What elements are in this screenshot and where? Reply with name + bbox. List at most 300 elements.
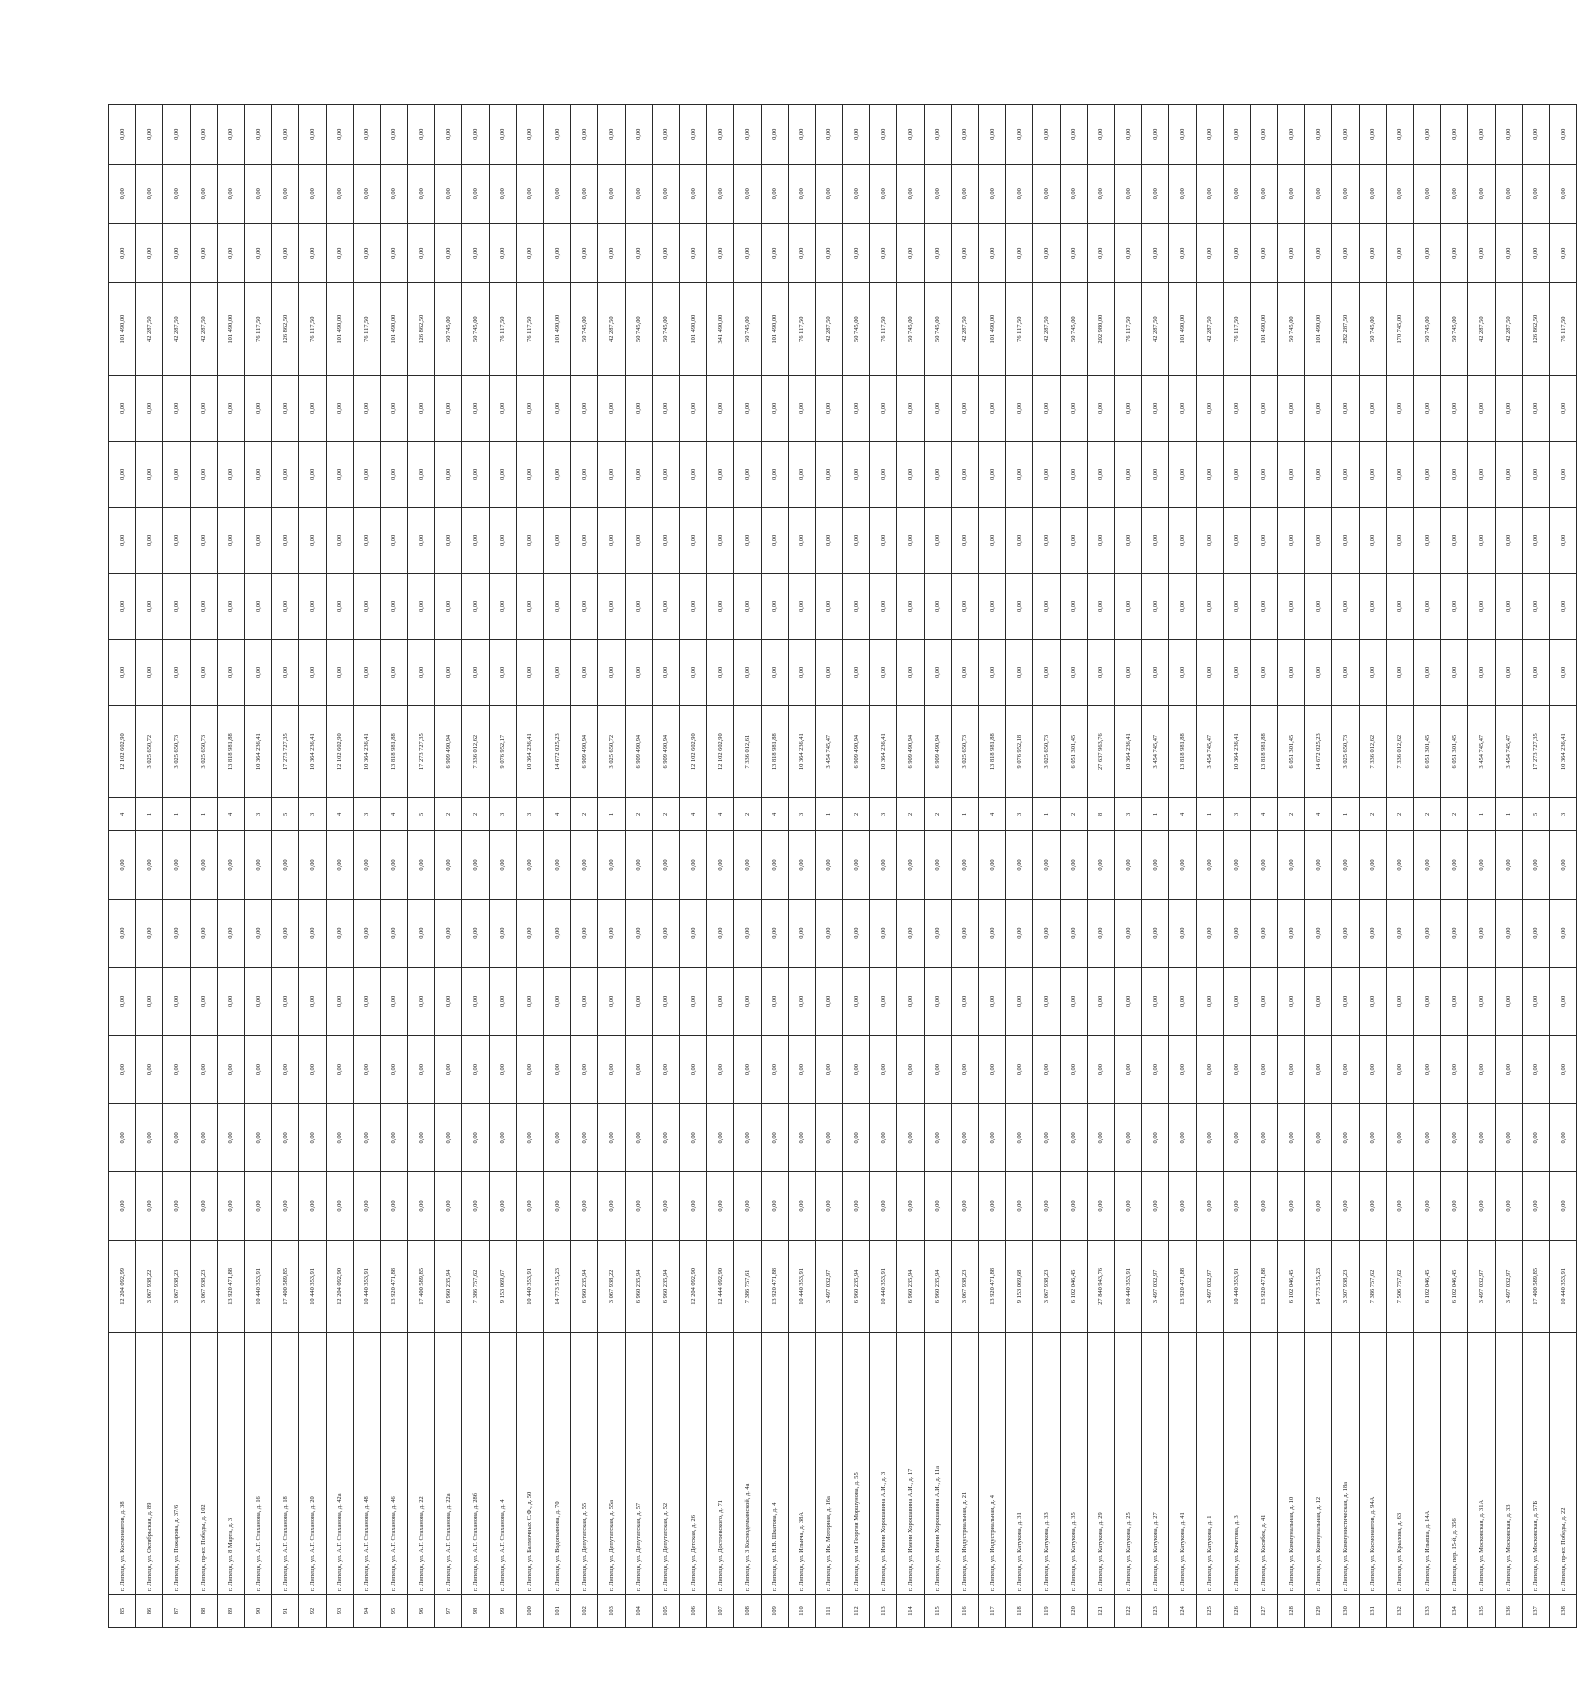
value-cell: 0,00 (1060, 507, 1087, 573)
value-cell: 0,00 (734, 1172, 761, 1240)
value-cell: 0,00 (707, 224, 734, 283)
table-row (136, 105, 163, 1628)
value-cell: 0,00 (598, 224, 625, 283)
value-cell: 3 025 650,73 (1332, 705, 1359, 797)
value-cell: 0,00 (1332, 441, 1359, 507)
value-cell: 0,00 (815, 573, 842, 639)
row-number: 95 (380, 1595, 407, 1628)
value-cell: 0,00 (761, 441, 788, 507)
value-cell: 3 025 650,73 (1033, 705, 1060, 797)
value-cell: 0,00 (1087, 1104, 1114, 1172)
value-cell: 0,00 (1468, 967, 1495, 1035)
value-cell: 0,00 (299, 375, 326, 441)
value-cell: 0,00 (870, 1104, 897, 1172)
table-row (1196, 105, 1223, 1628)
value-cell: 0,00 (843, 224, 870, 283)
table-row (571, 105, 598, 1628)
value-cell: 0,00 (408, 105, 435, 165)
value-cell: 0,00 (897, 105, 924, 165)
value-cell: 0,00 (462, 967, 489, 1035)
row-number: 86 (136, 1595, 163, 1628)
value-cell: 0,00 (1250, 639, 1277, 705)
value-cell: 9 076 952,17 (489, 705, 516, 797)
value-cell: 0,00 (1142, 1172, 1169, 1240)
value-cell: 0,00 (435, 1172, 462, 1240)
value-cell: 0,00 (761, 105, 788, 165)
address-cell: г. Липецк, ул. А.Г. Стаханова, д. 16 (244, 1333, 271, 1595)
value-cell: 0,00 (1250, 573, 1277, 639)
value-cell: 0,00 (679, 639, 706, 705)
value-cell: 0,00 (408, 639, 435, 705)
value-cell: 0,00 (734, 1104, 761, 1172)
value-cell: 101 490,00 (979, 283, 1006, 375)
value-cell: 0,00 (707, 831, 734, 899)
value-cell: 0,00 (924, 639, 951, 705)
value-cell: 0,00 (1060, 1104, 1087, 1172)
value-cell: 0,00 (1386, 164, 1413, 223)
value-cell: 0,00 (1386, 507, 1413, 573)
total-cost-cell: 6 960 235,94 (897, 1240, 924, 1332)
value-cell: 0,00 (1549, 899, 1576, 967)
value-cell: 0,00 (571, 164, 598, 223)
total-cost-cell: 12 204 092,99 (109, 1240, 136, 1332)
value-cell: 0,00 (1169, 164, 1196, 223)
value-cell: 50 745,00 (435, 283, 462, 375)
value-cell: 0,00 (707, 105, 734, 165)
value-cell: 0,00 (380, 1036, 407, 1104)
value-cell: 0,00 (1305, 899, 1332, 967)
value-cell: 42 287,50 (163, 283, 190, 375)
value-cell: 0,00 (924, 1172, 951, 1240)
value-cell: 0,00 (924, 105, 951, 165)
value-cell: 0,00 (353, 967, 380, 1035)
total-cost-cell: 13 920 471,88 (979, 1240, 1006, 1332)
value-cell: 0,00 (1414, 105, 1441, 165)
value-cell: 0,00 (1223, 573, 1250, 639)
value-cell: 0,00 (1087, 1036, 1114, 1104)
value-cell: 0,00 (353, 105, 380, 165)
value-cell: 0,00 (951, 507, 978, 573)
value-cell: 0,00 (815, 639, 842, 705)
value-cell: 0,00 (272, 441, 299, 507)
address-cell: г. Липецк, ул. Депутатская, д. 55а (598, 1333, 625, 1595)
value-cell: 0,00 (843, 507, 870, 573)
row-number: 120 (1060, 1595, 1087, 1628)
address-cell: г. Липецк, ул. Московская, д. 31А (1468, 1333, 1495, 1595)
value-cell: 2 (924, 798, 951, 831)
value-cell: 0,00 (1087, 441, 1114, 507)
table-row (1223, 105, 1250, 1628)
value-cell: 0,00 (244, 507, 271, 573)
value-cell: 0,00 (1386, 224, 1413, 283)
value-cell: 0,00 (1006, 573, 1033, 639)
value-cell: 0,00 (870, 105, 897, 165)
value-cell: 42 287,50 (815, 283, 842, 375)
value-cell: 0,00 (598, 164, 625, 223)
value-cell: 0,00 (1250, 1104, 1277, 1172)
value-cell: 0,00 (136, 375, 163, 441)
value-cell: 0,00 (109, 164, 136, 223)
value-cell: 0,00 (244, 441, 271, 507)
value-cell: 0,00 (761, 375, 788, 441)
value-cell: 0,00 (761, 831, 788, 899)
table-row (1250, 105, 1277, 1628)
value-cell: 0,00 (652, 899, 679, 967)
value-cell: 0,00 (1114, 375, 1141, 441)
value-cell: 0,00 (1278, 105, 1305, 165)
value-cell: 0,00 (1414, 441, 1441, 507)
value-cell: 0,00 (1087, 507, 1114, 573)
value-cell: 4 (544, 798, 571, 831)
value-cell: 0,00 (1142, 899, 1169, 967)
value-cell: 0,00 (870, 831, 897, 899)
value-cell: 0,00 (1305, 573, 1332, 639)
value-cell: 50 745,00 (1359, 283, 1386, 375)
value-cell: 0,00 (544, 639, 571, 705)
table-row (1060, 105, 1087, 1628)
value-cell: 2 (462, 798, 489, 831)
value-cell: 0,00 (815, 1172, 842, 1240)
value-cell: 0,00 (353, 375, 380, 441)
value-cell: 0,00 (244, 639, 271, 705)
value-cell: 0,00 (1033, 507, 1060, 573)
value-cell: 0,00 (625, 105, 652, 165)
value-cell: 0,00 (326, 507, 353, 573)
value-cell: 0,00 (679, 224, 706, 283)
value-cell: 0,00 (598, 573, 625, 639)
address-cell: г. Липецк, ул. Депутатская, д. 52 (652, 1333, 679, 1595)
value-cell: 10 364 236,41 (870, 705, 897, 797)
value-cell: 0,00 (571, 831, 598, 899)
value-cell: 0,00 (380, 899, 407, 967)
value-cell: 0,00 (652, 507, 679, 573)
value-cell: 0,00 (1169, 224, 1196, 283)
value-cell: 0,00 (734, 831, 761, 899)
table-row (244, 105, 271, 1628)
value-cell: 0,00 (299, 1172, 326, 1240)
value-cell: 76 117,50 (299, 283, 326, 375)
value-cell: 0,00 (217, 1172, 244, 1240)
value-cell: 0,00 (190, 639, 217, 705)
value-cell: 0,00 (299, 224, 326, 283)
row-number: 136 (1495, 1595, 1522, 1628)
value-cell: 0,00 (380, 224, 407, 283)
row-number: 116 (951, 1595, 978, 1628)
row-number: 135 (1468, 1595, 1495, 1628)
value-cell: 10 364 236,41 (299, 705, 326, 797)
value-cell: 0,00 (109, 105, 136, 165)
value-cell: 0,00 (598, 1036, 625, 1104)
value-cell: 0,00 (326, 441, 353, 507)
value-cell: 13 818 981,88 (1169, 705, 1196, 797)
value-cell: 0,00 (190, 967, 217, 1035)
value-cell: 0,00 (625, 224, 652, 283)
total-cost-cell: 3 497 032,97 (815, 1240, 842, 1332)
value-cell: 0,00 (1278, 1104, 1305, 1172)
value-cell: 42 287,50 (190, 283, 217, 375)
value-cell: 0,00 (244, 967, 271, 1035)
value-cell: 0,00 (679, 1104, 706, 1172)
value-cell: 0,00 (190, 1172, 217, 1240)
value-cell: 0,00 (1142, 573, 1169, 639)
row-number: 91 (272, 1595, 299, 1628)
row-number: 107 (707, 1595, 734, 1628)
value-cell: 0,00 (435, 224, 462, 283)
value-cell: 0,00 (217, 441, 244, 507)
address-cell: г. Липецк, ул. Достоевского, д. 71 (707, 1333, 734, 1595)
value-cell: 0,00 (1223, 639, 1250, 705)
value-cell: 0,00 (652, 967, 679, 1035)
row-number: 131 (1359, 1595, 1386, 1628)
value-cell: 0,00 (1278, 224, 1305, 283)
value-cell: 7 336 012,62 (1359, 705, 1386, 797)
value-cell: 101 490,00 (380, 283, 407, 375)
value-cell: 3 (489, 798, 516, 831)
value-cell: 0,00 (1332, 899, 1359, 967)
value-cell: 0,00 (734, 639, 761, 705)
value-cell: 0,00 (272, 1172, 299, 1240)
value-cell: 0,00 (761, 899, 788, 967)
value-cell: 0,00 (652, 375, 679, 441)
address-cell: г. Липецк, пр-кт. Победы, д. 22 (1549, 1333, 1576, 1595)
value-cell: 0,00 (707, 441, 734, 507)
total-cost-cell: 13 920 471,88 (761, 1240, 788, 1332)
value-cell: 0,00 (761, 1172, 788, 1240)
value-cell: 0,00 (408, 224, 435, 283)
value-cell: 0,00 (516, 507, 543, 573)
value-cell: 0,00 (190, 224, 217, 283)
value-cell: 101 490,00 (217, 283, 244, 375)
table-row (1033, 105, 1060, 1628)
value-cell: 0,00 (244, 573, 271, 639)
value-cell: 0,00 (571, 105, 598, 165)
value-cell: 0,00 (1468, 375, 1495, 441)
value-cell: 0,00 (1033, 1036, 1060, 1104)
row-number: 130 (1332, 1595, 1359, 1628)
total-cost-cell: 17 400 589,85 (1522, 1240, 1549, 1332)
value-cell: 10 364 236,41 (244, 705, 271, 797)
table-row (1522, 105, 1549, 1628)
total-cost-cell: 3 497 032,97 (1142, 1240, 1169, 1332)
row-number: 109 (761, 1595, 788, 1628)
value-cell: 42 287,50 (598, 283, 625, 375)
value-cell: 3 025 650,73 (190, 705, 217, 797)
value-cell: 0,00 (979, 375, 1006, 441)
value-cell: 42 287,50 (1033, 283, 1060, 375)
value-cell: 0,00 (1332, 639, 1359, 705)
value-cell: 0,00 (1549, 831, 1576, 899)
value-cell: 0,00 (1114, 831, 1141, 899)
value-cell: 0,00 (1060, 441, 1087, 507)
value-cell: 0,00 (1278, 1172, 1305, 1240)
value-cell: 0,00 (544, 375, 571, 441)
value-cell: 0,00 (1196, 1104, 1223, 1172)
row-number: 102 (571, 1595, 598, 1628)
value-cell: 0,00 (109, 507, 136, 573)
value-cell: 0,00 (435, 639, 462, 705)
table-row (1549, 105, 1576, 1628)
value-cell: 0,00 (1549, 441, 1576, 507)
value-cell: 0,00 (1114, 441, 1141, 507)
value-cell: 0,00 (244, 224, 271, 283)
value-cell: 0,00 (272, 375, 299, 441)
value-cell: 0,00 (1468, 1036, 1495, 1104)
value-cell: 0,00 (1142, 507, 1169, 573)
value-cell: 0,00 (163, 1036, 190, 1104)
value-cell: 0,00 (598, 441, 625, 507)
value-cell: 0,00 (1549, 375, 1576, 441)
value-cell: 0,00 (1386, 1036, 1413, 1104)
value-cell: 0,00 (1332, 1172, 1359, 1240)
value-cell: 0,00 (1142, 375, 1169, 441)
value-cell: 0,00 (679, 441, 706, 507)
value-cell: 4 (109, 798, 136, 831)
total-cost-cell: 7 386 757,62 (462, 1240, 489, 1332)
value-cell: 0,00 (299, 967, 326, 1035)
value-cell: 0,00 (951, 899, 978, 967)
value-cell: 0,00 (299, 899, 326, 967)
value-cell: 0,00 (380, 967, 407, 1035)
total-cost-cell: 17 400 589,85 (408, 1240, 435, 1332)
value-cell: 6 909 490,94 (843, 705, 870, 797)
value-cell: 3 (1223, 798, 1250, 831)
value-cell: 0,00 (109, 375, 136, 441)
value-cell: 0,00 (598, 1104, 625, 1172)
value-cell: 0,00 (136, 507, 163, 573)
row-number: 113 (870, 1595, 897, 1628)
value-cell: 42 287,50 (1196, 283, 1223, 375)
total-cost-cell: 6 102 046,45 (1414, 1240, 1441, 1332)
table-row (1414, 105, 1441, 1628)
value-cell: 0,00 (652, 164, 679, 223)
total-cost-cell: 3 307 938,23 (1332, 1240, 1359, 1332)
value-cell: 0,00 (979, 573, 1006, 639)
value-cell: 3 454 745,47 (1142, 705, 1169, 797)
value-cell: 101 490,00 (1250, 283, 1277, 375)
value-cell: 2 (435, 798, 462, 831)
total-cost-cell: 6 102 046,45 (1278, 1240, 1305, 1332)
address-cell: г. Липецк, ул. Кочетова, д. 3 (1223, 1333, 1250, 1595)
value-cell: 0,00 (1359, 1172, 1386, 1240)
value-cell: 0,00 (516, 831, 543, 899)
address-cell: г. Липецк, ул. А.Г. Стаханова, д. 18 (272, 1333, 299, 1595)
value-cell: 0,00 (924, 899, 951, 967)
value-cell: 0,00 (1386, 441, 1413, 507)
value-cell: 0,00 (1305, 441, 1332, 507)
value-cell: 0,00 (462, 639, 489, 705)
row-number: 133 (1414, 1595, 1441, 1628)
value-cell: 4 (707, 798, 734, 831)
value-cell: 0,00 (1033, 967, 1060, 1035)
value-cell: 0,00 (1495, 507, 1522, 573)
value-cell: 0,00 (1196, 967, 1223, 1035)
value-cell: 0,00 (462, 164, 489, 223)
value-cell: 3 (516, 798, 543, 831)
value-cell: 0,00 (1305, 1104, 1332, 1172)
value-cell: 0,00 (1359, 375, 1386, 441)
value-cell: 0,00 (380, 573, 407, 639)
value-cell: 3 (1549, 798, 1576, 831)
value-cell: 0,00 (843, 1104, 870, 1172)
value-cell: 0,00 (979, 1036, 1006, 1104)
value-cell: 0,00 (788, 639, 815, 705)
value-cell: 0,00 (571, 1104, 598, 1172)
value-cell: 0,00 (136, 639, 163, 705)
value-cell: 0,00 (1414, 1172, 1441, 1240)
value-cell: 0,00 (788, 1172, 815, 1240)
value-cell: 0,00 (1250, 375, 1277, 441)
value-cell: 12 102 602,90 (679, 705, 706, 797)
value-cell: 0,00 (598, 375, 625, 441)
value-cell: 126 862,50 (1522, 283, 1549, 375)
register-table-body (109, 105, 1577, 1628)
value-cell: 76 117,50 (788, 283, 815, 375)
value-cell: 0,00 (870, 224, 897, 283)
value-cell: 0,00 (843, 639, 870, 705)
value-cell: 0,00 (652, 1172, 679, 1240)
table-row (435, 105, 462, 1628)
value-cell: 0,00 (870, 899, 897, 967)
value-cell: 3 (1006, 798, 1033, 831)
value-cell: 0,00 (1196, 507, 1223, 573)
value-cell: 0,00 (1522, 507, 1549, 573)
value-cell: 0,00 (299, 1104, 326, 1172)
value-cell: 0,00 (1359, 831, 1386, 899)
value-cell: 0,00 (109, 1036, 136, 1104)
value-cell: 0,00 (1549, 224, 1576, 283)
row-number: 89 (217, 1595, 244, 1628)
value-cell: 0,00 (1006, 831, 1033, 899)
value-cell: 50 745,00 (1278, 283, 1305, 375)
value-cell: 0,00 (897, 507, 924, 573)
value-cell: 0,00 (190, 507, 217, 573)
value-cell: 0,00 (1332, 224, 1359, 283)
value-cell: 0,00 (353, 573, 380, 639)
value-cell: 3 025 650,72 (598, 705, 625, 797)
value-cell: 0,00 (272, 164, 299, 223)
value-cell: 4 (1169, 798, 1196, 831)
value-cell: 0,00 (1060, 899, 1087, 967)
value-cell: 17 273 727,35 (272, 705, 299, 797)
value-cell: 0,00 (734, 441, 761, 507)
value-cell: 0,00 (489, 375, 516, 441)
value-cell: 3 (299, 798, 326, 831)
value-cell: 0,00 (788, 441, 815, 507)
value-cell: 3 025 650,72 (136, 705, 163, 797)
value-cell: 0,00 (1359, 1036, 1386, 1104)
value-cell: 0,00 (897, 1172, 924, 1240)
value-cell: 0,00 (1549, 967, 1576, 1035)
value-cell: 0,00 (136, 573, 163, 639)
value-cell: 0,00 (1305, 105, 1332, 165)
row-number: 121 (1087, 1595, 1114, 1628)
value-cell: 0,00 (843, 899, 870, 967)
value-cell: 0,00 (1305, 1036, 1332, 1104)
value-cell: 0,00 (734, 224, 761, 283)
value-cell: 0,00 (1441, 573, 1468, 639)
value-cell: 0,00 (1250, 105, 1277, 165)
value-cell: 7 336 012,62 (462, 705, 489, 797)
value-cell: 0,00 (217, 831, 244, 899)
value-cell: 0,00 (217, 105, 244, 165)
value-cell: 0,00 (109, 831, 136, 899)
value-cell: 0,00 (1087, 164, 1114, 223)
address-cell: г. Липецк, ул. А.Г. Стаханова, д. 4 (489, 1333, 516, 1595)
value-cell: 4 (979, 798, 1006, 831)
value-cell: 0,00 (843, 375, 870, 441)
value-cell: 0,00 (516, 899, 543, 967)
value-cell: 0,00 (408, 1104, 435, 1172)
